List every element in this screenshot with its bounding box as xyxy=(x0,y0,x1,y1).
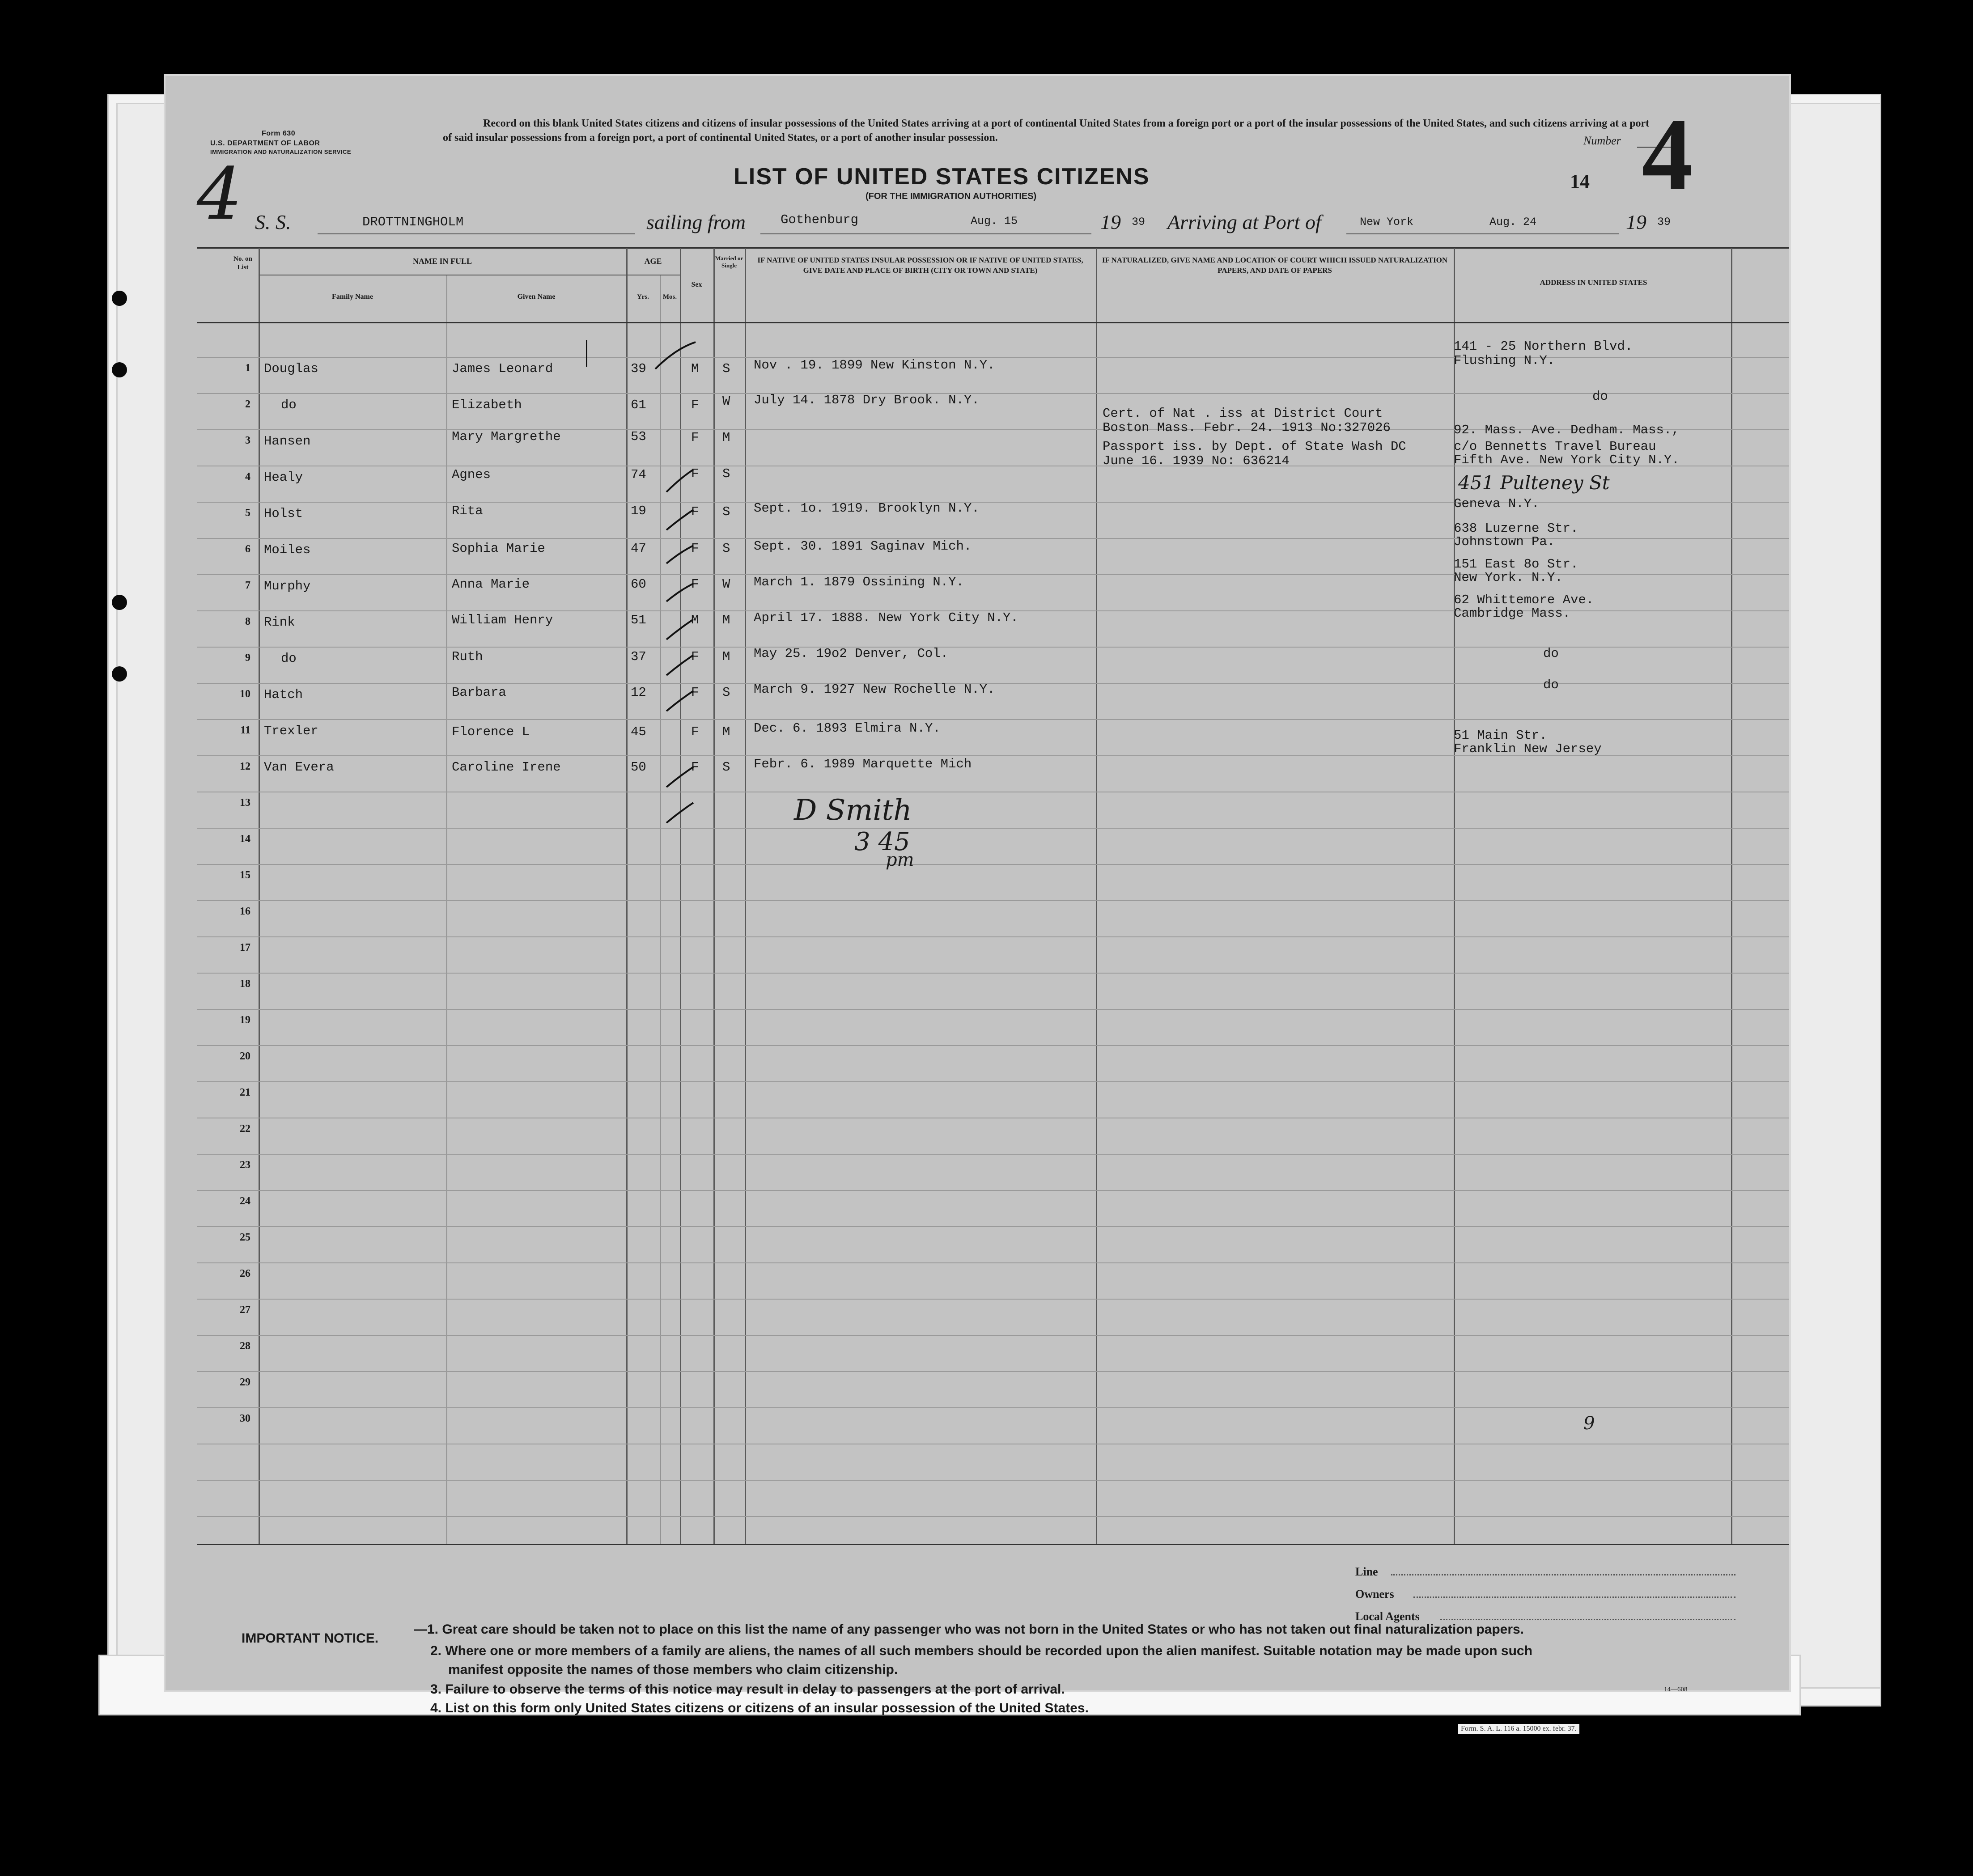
row-number: 20 xyxy=(240,1050,250,1062)
family-name: Hatch xyxy=(264,687,303,702)
age-years: 19 xyxy=(631,504,646,518)
age-years: 47 xyxy=(631,541,646,556)
address-line-2: Geneva N.Y. xyxy=(1454,496,1540,511)
marital-status: S xyxy=(722,466,730,481)
line-label: Line xyxy=(1355,1565,1378,1578)
address-line-1: 141 - 25 Northern Blvd. xyxy=(1454,339,1633,354)
given-name: Mary Margrethe xyxy=(452,429,561,444)
line-dotted xyxy=(1391,1574,1735,1575)
birth-info: Sept. 1o. 1919. Brooklyn N.Y. xyxy=(754,501,980,516)
address-line-2: Johnstown Pa. xyxy=(1454,534,1555,549)
birth-info: April 17. 1888. New York City N.Y. xyxy=(754,610,1018,625)
given-name: James Leonard xyxy=(452,361,553,376)
given-name: Anna Marie xyxy=(452,577,530,592)
row-number: 16 xyxy=(240,906,250,917)
age-years: 74 xyxy=(631,467,646,482)
row-number: 26 xyxy=(240,1268,250,1279)
age-years: 61 xyxy=(631,398,646,412)
given-name: Caroline Irene xyxy=(452,760,561,775)
footer-form-code: 14—608 xyxy=(1664,1686,1688,1693)
birth-info: Dec. 6. 1893 Elmira N.Y. xyxy=(754,721,941,736)
ship-underline xyxy=(318,233,635,234)
punch-hole xyxy=(112,595,127,610)
inspector-signature: D Smith xyxy=(794,794,912,827)
manifest-sheet xyxy=(165,76,1789,1715)
page-subtitle: (FOR THE IMMIGRATION AUTHORITIES) xyxy=(866,191,1037,201)
age-years: 37 xyxy=(631,649,646,664)
row-number: 17 xyxy=(240,942,250,953)
from-date-underline xyxy=(966,233,1091,234)
row-number: 30 xyxy=(240,1413,250,1424)
age-years: 12 xyxy=(631,685,646,700)
handwritten-ampm: pm xyxy=(886,850,914,870)
family-name: Trexler xyxy=(264,724,318,738)
row-number: 19 xyxy=(240,1014,250,1026)
age-years: 60 xyxy=(631,577,646,592)
local-agents-label: Local Agents xyxy=(1355,1610,1420,1623)
to-port: New York xyxy=(1360,216,1414,229)
address-line-2: Fifth Ave. New York City N.Y. xyxy=(1454,453,1680,467)
family-name: do xyxy=(281,398,297,412)
family-name: Hansen xyxy=(264,434,311,449)
sex: F xyxy=(691,760,699,775)
ss-label: S. S. xyxy=(255,211,291,233)
sex: F xyxy=(691,577,699,592)
notice-heading: IMPORTANT NOTICE. xyxy=(242,1631,379,1646)
sheet-number: 14 xyxy=(1570,170,1590,192)
marital-status: S xyxy=(722,685,730,700)
side-mark: 4 xyxy=(197,152,242,236)
address-line-1: 92. Mass. Ave. Dedham. Mass., xyxy=(1454,423,1680,437)
marital-status: S xyxy=(722,760,730,775)
marital-status: M xyxy=(722,724,730,739)
list-number: 4 xyxy=(1642,97,1693,211)
notice-item-4: 4. List on this form only United States citizens or citizens of an insular possession of the United States. xyxy=(430,1701,1089,1715)
marital-status: W xyxy=(722,577,730,592)
sex: F xyxy=(691,398,699,412)
header-married-single: Married or Single xyxy=(715,255,743,269)
ship-name: DROTTNINGHOLM xyxy=(362,215,464,229)
address-line-1: 51 Main Str. xyxy=(1454,728,1547,743)
naturalization-line-2: Boston Mass. Febr. 24. 1913 No:327026 xyxy=(1103,420,1391,435)
sex: F xyxy=(691,649,699,664)
top-notice: Record on this blank United States citizens and citizens of insular possessions of the United States arriving at a port of continental United States from a foreign port or a port of the insular possessions of the United States, and such citizens arriving at a port of said insular possessions from a foreign port, a port of continental United States, or a port of another insular possession. xyxy=(443,118,1650,144)
address-line-1: c/o Bennetts Travel Bureau xyxy=(1454,439,1656,454)
birth-info: May 25. 19o2 Denver, Col. xyxy=(754,646,949,661)
row-number: 28 xyxy=(240,1340,250,1352)
from-port-underline xyxy=(760,233,971,234)
row-number: 27 xyxy=(240,1304,250,1316)
given-name: Agnes xyxy=(452,467,491,482)
address-line-2: Cambridge Mass. xyxy=(1454,606,1571,621)
address-line-1: do xyxy=(1543,678,1559,692)
age-years: 45 xyxy=(631,724,646,739)
address-line-2: Franklin New Jersey xyxy=(1454,741,1602,756)
address-line-2: Flushing N.Y. xyxy=(1454,353,1555,368)
header-months: Mos. xyxy=(662,293,677,301)
header-address: ADDRESS IN UNITED STATES xyxy=(1540,278,1647,287)
given-name: Florence L xyxy=(452,724,530,739)
sex: F xyxy=(691,724,699,739)
row-number: 1 xyxy=(245,362,250,374)
form-number: Form 630 xyxy=(262,130,296,137)
address-line-2: New York. N.Y. xyxy=(1454,570,1563,585)
arriving-label: Arriving at Port of xyxy=(1167,211,1321,233)
header-years: Yrs. xyxy=(636,293,649,301)
year-prefix-to: 19 xyxy=(1626,211,1646,233)
punch-hole xyxy=(112,291,127,306)
sex: M xyxy=(691,361,699,376)
header-family-name: Family Name xyxy=(332,293,373,301)
notice-item-2-continued: manifest opposite the names of those members who claim citizenship. xyxy=(448,1662,898,1677)
row-number: 2 xyxy=(245,398,250,410)
family-name: Van Evera xyxy=(264,760,334,775)
row-number: 13 xyxy=(240,797,250,809)
sex: M xyxy=(691,613,699,627)
given-name: Barbara xyxy=(452,685,506,700)
row-number: 14 xyxy=(240,833,250,845)
from-port: Gothenburg xyxy=(781,212,859,227)
row-number: 23 xyxy=(240,1159,250,1171)
year-prefix-from: 19 xyxy=(1100,211,1121,233)
sex: F xyxy=(691,685,699,700)
birth-info: Sept. 30. 1891 Saginav Mich. xyxy=(754,539,972,554)
page-count: 9 xyxy=(1583,1413,1595,1434)
handwritten-time: 3 45 xyxy=(854,827,910,856)
to-year: 39 xyxy=(1657,216,1671,229)
notice-item-2: 2. Where one or more members of a family are aliens, the names of all such members should be recorded upon the alien manifest. Suitable notation may be made upon such xyxy=(430,1643,1532,1658)
to-port-underline xyxy=(1346,233,1494,234)
marital-status: M xyxy=(722,430,730,445)
family-name: do xyxy=(281,651,297,666)
age-years: 50 xyxy=(631,760,646,775)
marital-status: W xyxy=(722,394,730,409)
owners-dotted xyxy=(1413,1597,1735,1598)
row-number: 10 xyxy=(240,688,250,700)
row-number: 8 xyxy=(245,616,250,627)
owners-label: Owners xyxy=(1355,1588,1394,1601)
punch-hole xyxy=(112,362,127,377)
family-name: Rink xyxy=(264,615,295,630)
birth-info: March 1. 1879 Ossining N.Y. xyxy=(754,575,964,589)
given-name: Elizabeth xyxy=(452,398,522,412)
birth-info: July 14. 1878 Dry Brook. N.Y. xyxy=(754,393,980,407)
row-number: 12 xyxy=(240,761,250,772)
row-number: 15 xyxy=(240,869,250,881)
sex: F xyxy=(691,541,699,556)
given-name: Ruth xyxy=(452,649,483,664)
row-number: 24 xyxy=(240,1195,250,1207)
header-given-name: Given Name xyxy=(517,293,556,301)
to-date: Aug. 24 xyxy=(1489,216,1537,229)
row-number: 7 xyxy=(245,580,250,591)
row-number: 5 xyxy=(245,507,250,519)
marital-status: M xyxy=(722,649,730,664)
notice-item-3: 3. Failure to observe the terms of this notice may result in delay to passengers at the port of arrival. xyxy=(430,1682,1065,1697)
address-line-1: do xyxy=(1543,646,1559,661)
sex: F xyxy=(691,504,699,519)
marital-status: S xyxy=(722,541,730,556)
number-label: Number xyxy=(1583,134,1621,147)
naturalization-line-3: Passport iss. by Dept. of State Wash DC xyxy=(1103,439,1406,454)
row-number: 29 xyxy=(240,1376,250,1388)
tick-mark xyxy=(586,340,587,367)
address-line-1: 62 Whittemore Ave. xyxy=(1454,593,1594,607)
age-years: 51 xyxy=(631,613,646,627)
notice-item-1: —1. Great care should be taken not to place on this list the name of any passenger who was not born in the United States or who has not taken out final naturalization papers. xyxy=(414,1622,1524,1637)
page-title: LIST OF UNITED STATES CITIZENS xyxy=(734,164,1150,190)
check-marks xyxy=(649,326,702,832)
sex: F xyxy=(691,430,699,445)
from-date: Aug. 15 xyxy=(971,215,1018,228)
family-name: Healy xyxy=(264,470,303,485)
marital-status: S xyxy=(722,361,730,376)
row-number: 22 xyxy=(240,1123,250,1135)
header-sex: Sex xyxy=(691,281,702,288)
row-number: 3 xyxy=(245,435,250,446)
marital-status: S xyxy=(722,504,730,519)
given-name: Rita xyxy=(452,504,483,518)
row-number: 11 xyxy=(240,724,250,736)
row-number: 25 xyxy=(240,1232,250,1243)
header-age: AGE xyxy=(644,257,662,266)
family-name: Murphy xyxy=(264,579,311,593)
birth-info: Nov . 19. 1899 New Kinston N.Y. xyxy=(754,358,995,373)
address-line-1-handwritten: 451 Pulteney St xyxy=(1458,472,1610,494)
address-line-1: 151 East 8o Str. xyxy=(1454,557,1578,572)
from-year: 39 xyxy=(1132,216,1146,229)
header-name-in-full: NAME IN FULL xyxy=(412,257,472,266)
age-years: 53 xyxy=(631,429,646,444)
naturalization-line-4: June 16. 1939 No: 636214 xyxy=(1103,453,1290,468)
given-name: Sophia Marie xyxy=(452,541,545,556)
family-name: Moiles xyxy=(264,542,311,557)
header-birth: IF NATIVE OF UNITED STATES INSULAR POSSESSION OR IF NATIVE OF UNITED STATES, GIVE DATE AND PLACE OF BIRTH (CITY OR TOWN AND STATE) xyxy=(757,256,1083,275)
naturalization-line-1: Cert. of Nat . iss at District Court xyxy=(1103,406,1383,421)
service-label: IMMIGRATION AND NATURALIZATION SERVICE xyxy=(210,148,352,155)
to-date-underline xyxy=(1485,233,1619,234)
age-years: 39 xyxy=(631,361,646,376)
birth-info: Febr. 6. 1989 Marquette Mich xyxy=(754,757,972,771)
family-name: Douglas xyxy=(264,361,318,376)
address-line-1: 638 Luzerne Str. xyxy=(1454,521,1578,536)
row-number: 4 xyxy=(245,471,250,483)
header-naturalized: IF NATURALIZED, GIVE NAME AND LOCATION OF COURT WHICH ISSUED NATURALIZATION PAPERS, AND DATE OF PAPERS xyxy=(1102,256,1448,275)
punch-hole xyxy=(112,666,127,682)
row-number: 9 xyxy=(245,652,250,664)
header-no: No. on List xyxy=(233,255,252,271)
department-label: U.S. DEPARTMENT OF LABOR xyxy=(210,140,320,147)
print-note: Form. S. A. L. 116 a. 15000 ex. febr. 37. xyxy=(1458,1724,1579,1734)
row-number: 18 xyxy=(240,978,250,990)
sex: F xyxy=(691,466,699,481)
birth-info: March 9. 1927 New Rochelle N.Y. xyxy=(754,682,995,697)
address-line-1: do xyxy=(1592,389,1608,404)
sailing-label: sailing from xyxy=(646,211,746,233)
marital-status: M xyxy=(722,613,730,627)
family-name: Holst xyxy=(264,506,303,521)
row-number: 21 xyxy=(240,1087,250,1098)
row-number: 6 xyxy=(245,543,250,555)
given-name: William Henry xyxy=(452,613,553,627)
